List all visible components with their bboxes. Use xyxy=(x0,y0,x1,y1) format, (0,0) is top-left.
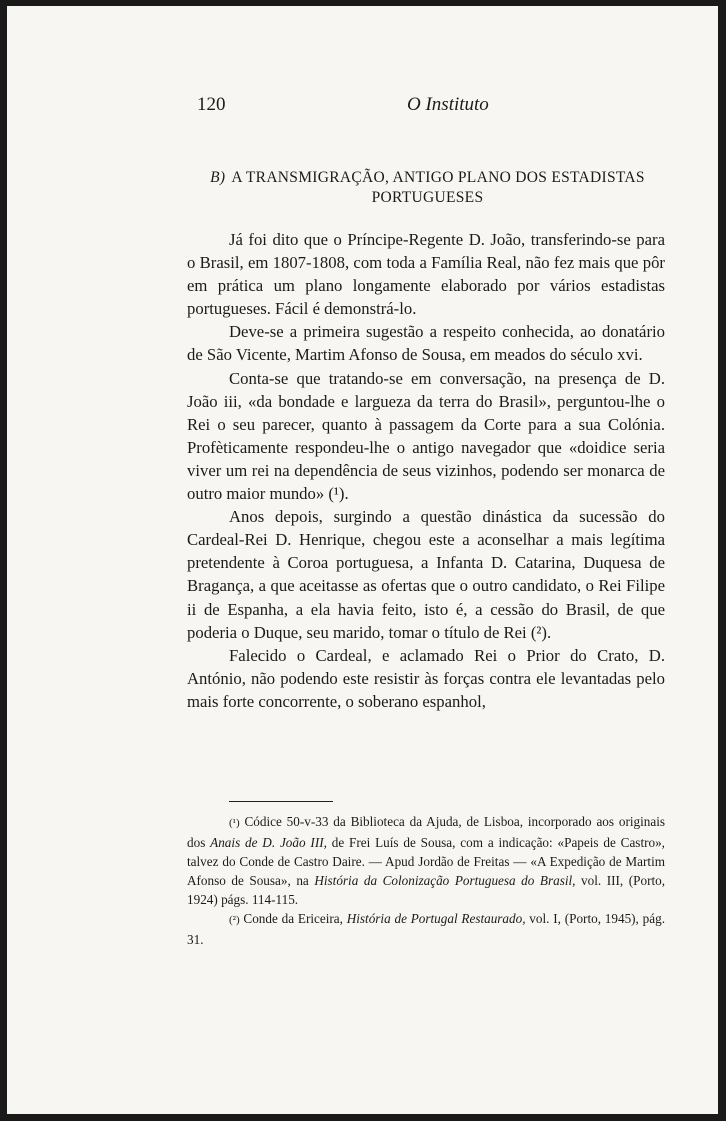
page-number: 120 xyxy=(197,94,226,115)
footnote-divider xyxy=(229,801,333,802)
paragraph: Anos depois, surgindo a questão dinástica da sucessão do Cardeal-Rei D. Henrique, chegou este a aconselhar a mais legítima pretendente à Coroa portuguesa, a Infanta D. Catarina, Duquesa de Bragança, a que aceitasse as ofertas que o outro candidato, o Rei Filipe ii de Espanha, a ela havia feito, isto é, a cessão do Brasil, de que poderia o Duque, seu marido, tomar o título de Rei (²). xyxy=(187,507,665,642)
book-page xyxy=(7,6,718,1114)
paragraph: Conta-se que tratando-se em conversação, na presença de D. João iii, «da bondade e largueza da terra do Brasil», perguntou-lhe o Rei o seu parecer, quanto à passagem da Corte para a sua Colónia. Profèticamente respondeu-lhe o antigo navegador que «doidice seria viver um rei na dependência de seus vizinhos, podendo ser monarca de outro maior mundo» (¹). xyxy=(187,368,665,504)
footnotes xyxy=(187,812,665,949)
section-heading xyxy=(185,168,670,208)
paragraph: Já foi dito que o Príncipe-Regente D. João, transferindo-se para o Brasil, em 1807-1808, com toda a Família Real, não fez mais que pôr em prática um plano longamente elaborado por vários estadistas portugueses. Fácil é demonstrá-lo. xyxy=(187,230,665,319)
footnote: (²) Conde da Ericeira, História de Portugal Restaurado, vol. I, (Porto, 1945), pág. 31. xyxy=(187,911,665,947)
paragraph: Falecido o Cardeal, e aclamado Rei o Prior do Crato, D. António, não podendo este resistir às forças contra ele levantadas pelo mais forte concorrente, o soberano espanhol, xyxy=(187,645,665,711)
footnote: (¹) Códice 50-v-33 da Biblioteca da Ajuda, de Lisboa, incorporado aos originais dos Anais de D. João III, de Frei Luís de Sousa, com a indicação: «Papeis de Castro», talvez do Conde de Castro Daire. — Apud Jordão de Freitas — «A Expedição de Martim Afonso de Sousa», na História da Colonização Portuguesa do Brasil, vol. III, (Porto, 1924) págs. 114-115. xyxy=(187,814,666,907)
page-header xyxy=(197,94,662,118)
section-label: B) xyxy=(210,169,226,186)
paragraph: Deve-se a primeira sugestão a respeito conhecida, ao donatário de São Vicente, Martim Afonso de Sousa, em meados do século xvi. xyxy=(187,322,665,365)
footnote-mark: (¹) xyxy=(229,817,240,829)
body-text xyxy=(187,228,665,713)
section-title-text: A TRANSMIGRAÇÃO, ANTIGO PLANO DOS ESTADISTAS PORTUGUESES xyxy=(231,169,645,206)
footnote-mark: (²) xyxy=(229,914,240,926)
running-title: O Instituto xyxy=(407,94,489,115)
